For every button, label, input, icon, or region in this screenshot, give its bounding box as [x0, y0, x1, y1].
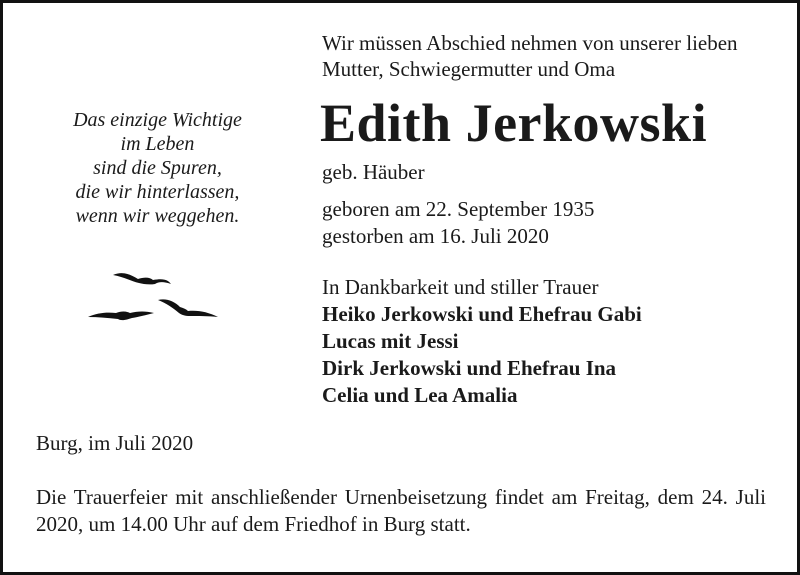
ceremony-notice: Die Trauerfeier mit anschließender Urnenbeisetzung findet am Freitag, dem 24. Juli 2020, um 14.00 Uhr auf dem Friedhof in Burg statt.: [36, 485, 766, 536]
birth-date: geboren am 22. September 1935: [322, 197, 595, 221]
quote-line: im Leben: [120, 133, 195, 155]
quote-line: sind die Spuren,: [93, 157, 222, 179]
maiden-name: geb. Häuber: [322, 160, 425, 184]
mourner-name: Lucas mit Jessi: [322, 329, 459, 353]
deceased-name: Edith Jerkowski: [320, 93, 708, 153]
mourner-name: Dirk Jerkowski und Ehefrau Ina: [322, 356, 617, 380]
intro-text: [322, 30, 738, 82]
quote-line: die wir hinterlassen,: [75, 181, 240, 203]
intro-line: Mutter, Schwiegermutter und Oma: [322, 57, 616, 81]
mourner-name: Celia und Lea Amalia: [322, 383, 518, 407]
quote-line: wenn wir weggehen.: [75, 205, 240, 227]
intro-line: Wir müssen Abschied nehmen von unserer lieben: [322, 31, 738, 55]
quote-line: Das einzige Wichtige: [73, 109, 242, 131]
death-date: gestorben am 16. Juli 2020: [322, 224, 549, 248]
memorial-quote: [40, 108, 275, 228]
flying-birds-icon: [88, 265, 223, 327]
mourners-intro: In Dankbarkeit und stiller Trauer: [322, 275, 599, 299]
life-dates: [322, 196, 594, 250]
mourners-block: [322, 274, 642, 409]
place-date: Burg, im Juli 2020: [36, 431, 194, 455]
mourner-name: Heiko Jerkowski und Ehefrau Gabi: [322, 302, 642, 326]
